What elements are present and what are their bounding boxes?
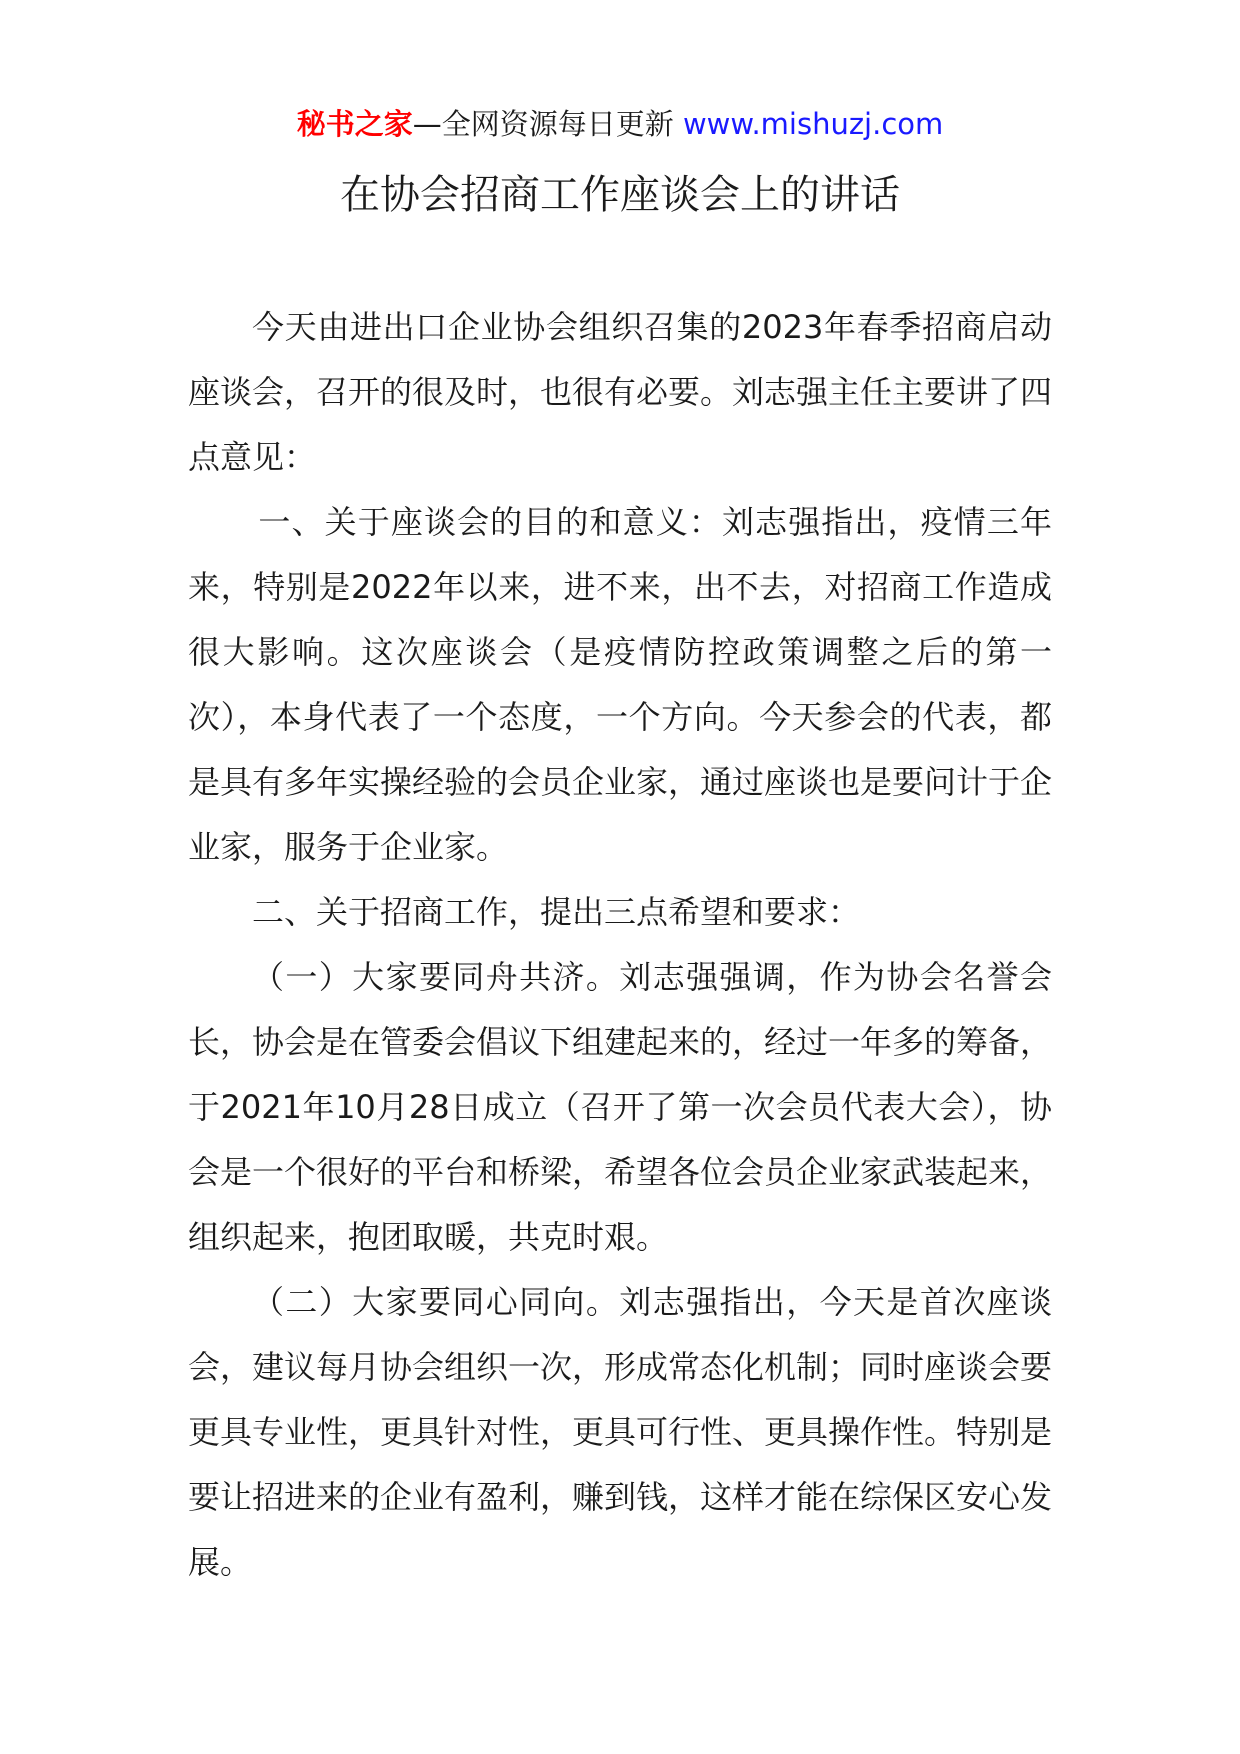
brand-name: 秘书之家 — [296, 107, 413, 141]
header-slogan: —全网资源每日更新 — [412, 107, 683, 141]
site-url-link[interactable]: www.mishuzj.com — [682, 107, 944, 141]
paragraph-intro: 今天由进出口企业协会组织召集的2023年春季招商启动座谈会，召开的很及时，也很有必要。刘志强主任主要讲了四点意见： — [188, 308, 1053, 476]
paragraph-point-two: 二、关于招商工作，提出三点希望和要求： — [252, 893, 861, 931]
site-header — [0, 100, 1240, 148]
paragraph-sub-one: （一）大家要同舟共济。刘志强强调，作为协会名誉会长，协会是在管委会倡议下组建起来的，经过一年多的筹备，于2021年10月28日成立（召开了第一次会员代表大会），协会是一个很好的平台和桥梁，希望各位会员企业家武装起来，组织起来，抱团取暖，共克时艰。 — [188, 958, 1053, 1256]
document-body — [188, 295, 1052, 1595]
paragraph-point-one: 一、关于座谈会的目的和意义：刘志强指出，疫情三年来，特别是2022年以来，进不来，出不去，对招商工作造成很大影响。这次座谈会（是疫情防控政策调整之后的第一次），本身代表了一个态度，一个方向。今天参会的代表，都是具有多年实操经验的会员企业家，通过座谈也是要问计于企业家，服务于企业家。 — [188, 503, 1053, 866]
paragraph-sub-two: （二）大家要同心同向。刘志强指出，今天是首次座谈会，建议每月协会组织一次，形成常态化机制；同时座谈会要更具专业性，更具针对性，更具可行性、更具操作性。特别是要让招进来的企业有盈利，赚到钱，这样才能在综保区安心发展。 — [188, 1283, 1053, 1581]
document-title: 在协会招商工作座谈会上的讲话 — [340, 172, 900, 218]
